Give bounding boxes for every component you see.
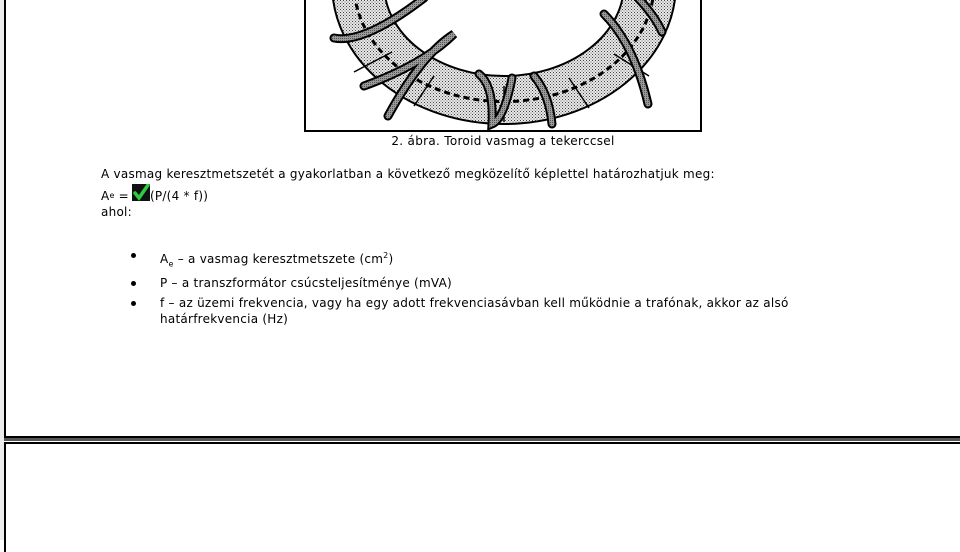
def-text: – a vasmag keresztmetszete (cm xyxy=(173,252,384,266)
bullet-icon xyxy=(131,253,136,258)
formula-equals: = xyxy=(118,188,129,203)
def-tail: ) xyxy=(388,252,394,266)
formula xyxy=(101,187,208,204)
bullet-icon xyxy=(131,301,136,306)
def-symbol: A xyxy=(160,252,169,266)
formula-symbol: A xyxy=(101,188,110,203)
list-item xyxy=(100,294,860,327)
intro-paragraph: A vasmag keresztmetszetét a gyakorlatban a következő megközelítő képlettel határozhatjuk meg: xyxy=(101,167,715,181)
toroid-figure xyxy=(304,0,702,132)
toroid-core-icon xyxy=(304,0,702,132)
bullet-icon xyxy=(131,281,136,286)
square-root-check-icon xyxy=(132,184,150,201)
frame-separator[interactable] xyxy=(4,438,960,441)
def-superscript: 2 xyxy=(383,251,389,260)
definition-list xyxy=(100,246,860,328)
where-label: ahol: xyxy=(101,205,132,219)
list-item xyxy=(100,274,860,293)
formula-rhs: (P/(4 * f)) xyxy=(149,188,209,203)
def-text-continued: határfrekvencia (Hz) xyxy=(160,312,289,327)
figure-caption: 2. ábra. Toroid vasmag a tekerccsel xyxy=(391,134,615,148)
formula-subscript: e xyxy=(109,191,115,200)
lower-frame xyxy=(4,442,960,552)
def-text: f – az üzemi frekvencia, vagy ha egy adott frekvenciasávban kell működnie a trafónak, akkor az alsó xyxy=(160,296,789,311)
list-item xyxy=(100,246,860,273)
def-text: P – a transzformátor csúcsteljesítménye (mVA) xyxy=(160,276,452,291)
def-subscript: e xyxy=(168,259,174,269)
